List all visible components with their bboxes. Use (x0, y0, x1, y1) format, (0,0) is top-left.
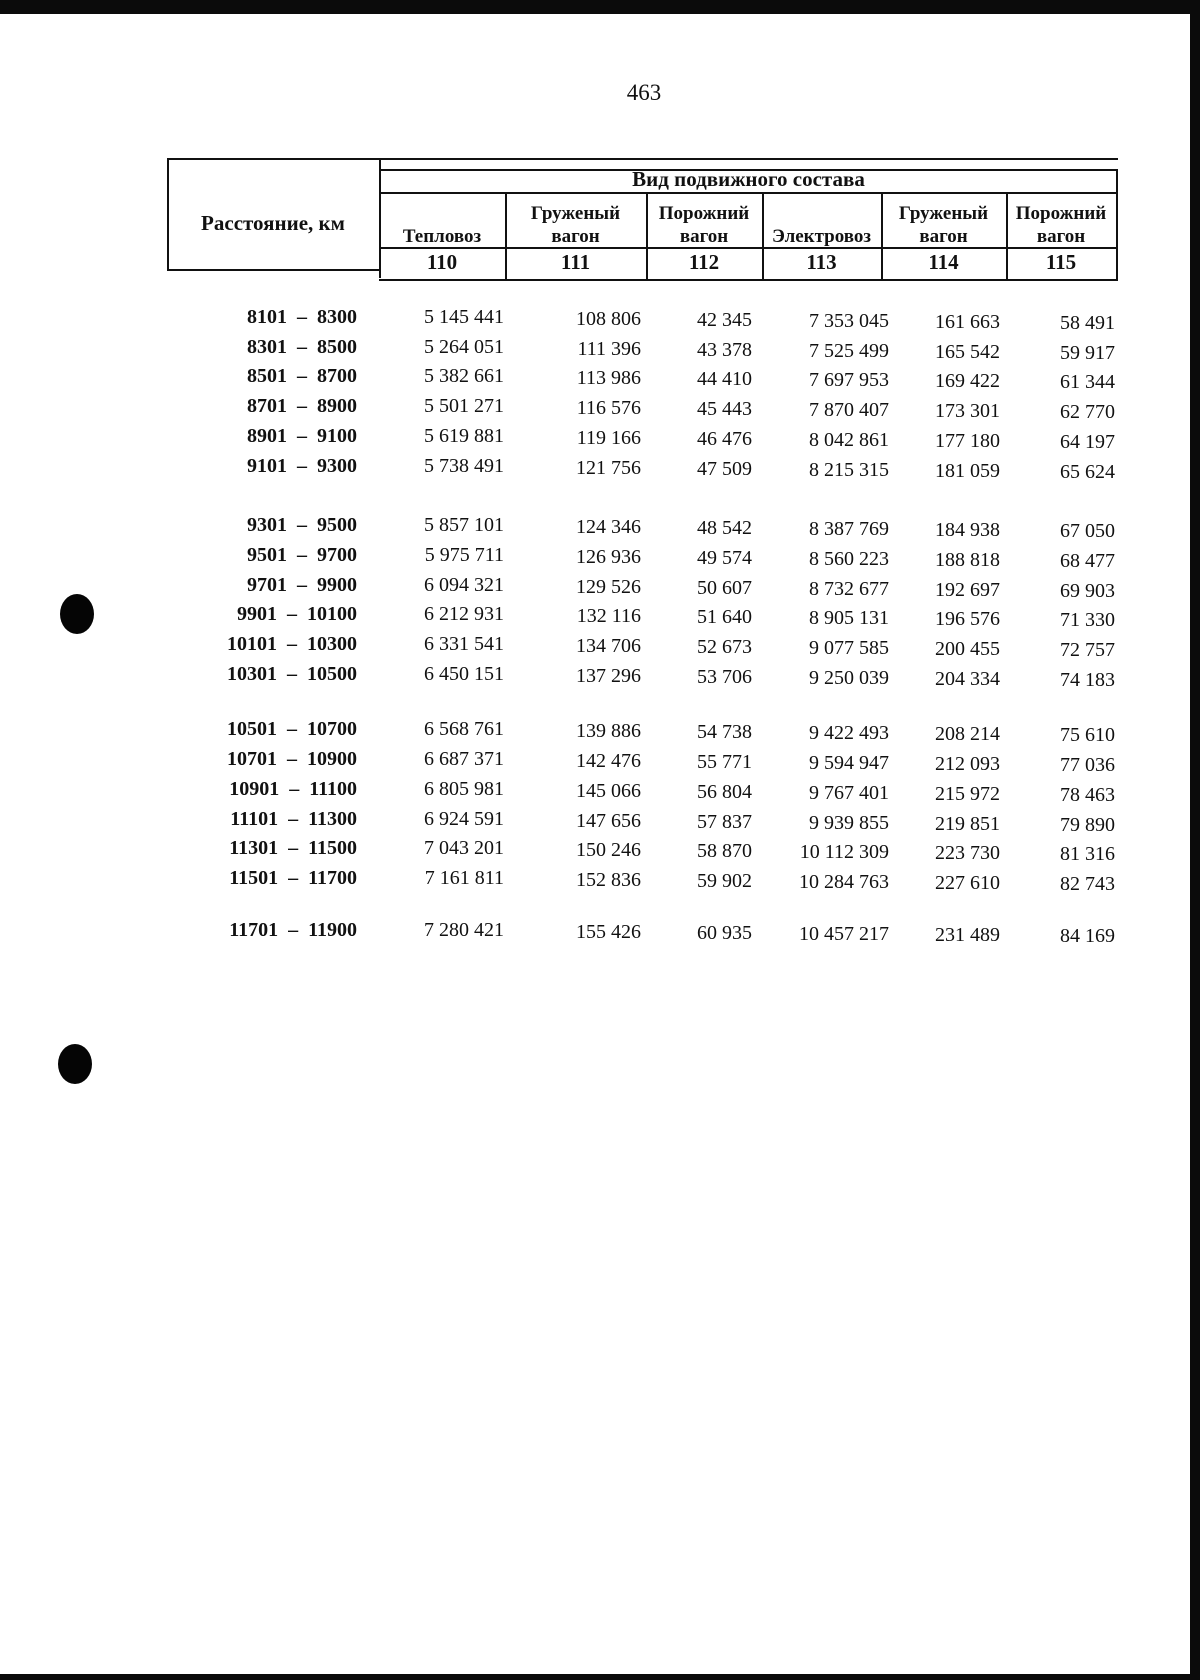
value-cell: 56 804 (697, 780, 752, 803)
value-cell: 134 706 (576, 635, 641, 657)
table-row (0, 332, 1200, 362)
value-cell: 111 396 (577, 337, 641, 360)
value-cell: 147 656 (576, 809, 641, 832)
distance-range: 8701 – 8900 (247, 395, 357, 418)
value-cell: 9 594 947 (809, 752, 889, 775)
value-cell: 10 284 763 (799, 870, 889, 893)
value-cell: 223 730 (935, 842, 1000, 865)
value-cell: 68 477 (1060, 549, 1115, 572)
value-cell: 7 353 045 (809, 310, 889, 332)
table-row (0, 804, 1200, 834)
value-cell: 9 250 039 (809, 666, 889, 689)
value-cell: 219 851 (935, 812, 1000, 835)
table-row (0, 361, 1200, 394)
value-cell: 142 476 (576, 750, 641, 773)
value-cell: 177 180 (935, 429, 1000, 452)
value-cell: 53 706 (697, 665, 752, 688)
value-cell: 59 902 (697, 869, 752, 892)
value-cell: 5 857 101 (424, 514, 504, 537)
value-cell: 69 903 (1060, 579, 1115, 602)
column-code: 112 (688, 250, 720, 274)
value-cell: 61 344 (1060, 371, 1115, 394)
column-header: Электровоз (771, 226, 872, 247)
value-cell: 227 610 (935, 871, 1000, 894)
column-code: 114 (928, 250, 959, 274)
value-cell: 212 093 (935, 753, 1000, 776)
value-cell: 5 738 491 (424, 454, 504, 477)
column-header: Тепловоз (402, 226, 482, 247)
value-cell: 51 640 (697, 606, 752, 629)
value-cell: 169 422 (935, 370, 1000, 393)
value-cell: 10 457 217 (799, 922, 889, 945)
value-cell: 44 410 (697, 368, 752, 391)
value-cell: 6 450 151 (424, 662, 504, 685)
value-cell: 5 264 051 (424, 335, 504, 358)
value-cell: 116 576 (576, 397, 641, 420)
table-row (0, 659, 1200, 689)
value-cell: 196 576 (935, 608, 1000, 631)
value-cell: 5 975 711 (424, 543, 504, 566)
value-cell: 6 805 981 (424, 777, 504, 800)
value-cell: 72 757 (1060, 639, 1115, 661)
table-row (0, 599, 1200, 632)
column-code: 111 (560, 250, 591, 274)
table-row (0, 833, 1200, 866)
table-row (0, 302, 1200, 332)
value-cell: 8 387 769 (809, 518, 889, 541)
value-cell: 6 094 321 (424, 573, 504, 596)
value-cell: 60 935 (697, 921, 752, 944)
column-code: 113 (806, 250, 837, 274)
value-cell: 49 574 (697, 546, 752, 569)
value-cell: 8 905 131 (809, 607, 889, 630)
value-cell: 74 183 (1060, 668, 1115, 691)
value-cell: 54 738 (697, 721, 752, 744)
distance-range: 10901 – 11100 (229, 777, 357, 800)
distance-range: 10501 – 10700 (227, 718, 357, 741)
value-cell: 119 166 (576, 426, 641, 449)
value-cell: 124 346 (576, 516, 641, 539)
value-cell: 55 771 (697, 751, 752, 774)
distance-range: 8501 – 8700 (247, 365, 357, 388)
value-cell: 173 301 (935, 400, 1000, 423)
column-header: Порожний вагон (658, 203, 750, 247)
value-cell: 82 743 (1060, 872, 1115, 895)
value-cell: 215 972 (935, 782, 1000, 805)
value-cell: 108 806 (576, 308, 641, 330)
value-cell: 139 886 (576, 720, 641, 743)
value-cell: 9 939 855 (809, 811, 889, 834)
value-cell: 9 422 493 (809, 722, 889, 745)
value-cell: 9 767 401 (809, 781, 889, 804)
value-cell: 200 455 (935, 638, 1000, 660)
table-row (0, 774, 1200, 804)
table-row (0, 915, 1200, 945)
table-row (0, 570, 1200, 600)
distance-range: 11101 – 11300 (230, 807, 357, 830)
value-cell: 150 246 (576, 839, 641, 862)
value-cell: 77 036 (1060, 754, 1115, 777)
table-row (0, 744, 1200, 777)
value-cell: 62 770 (1060, 401, 1115, 424)
value-cell: 75 610 (1060, 724, 1115, 747)
value-cell: 129 526 (576, 575, 641, 598)
value-cell: 165 542 (935, 340, 1000, 363)
distance-range: 9901 – 10100 (237, 603, 357, 626)
distance-range: 10701 – 10900 (227, 748, 357, 771)
value-cell: 43 378 (697, 338, 752, 361)
value-cell: 58 870 (697, 840, 752, 863)
value-cell: 84 169 (1060, 924, 1115, 947)
value-cell: 78 463 (1060, 783, 1115, 806)
column-header: Груженый вагон (530, 203, 621, 247)
value-cell: 152 836 (576, 868, 641, 891)
value-cell: 204 334 (935, 667, 1000, 690)
value-cell: 48 542 (697, 517, 752, 540)
value-cell: 137 296 (576, 664, 641, 687)
column-header: Груженый вагон (898, 203, 989, 247)
value-cell: 181 059 (935, 459, 1000, 482)
value-cell: 7 525 499 (809, 339, 889, 362)
value-cell: 7 161 811 (424, 866, 504, 889)
distance-range: 8101 – 8300 (247, 306, 357, 328)
table-row (0, 421, 1200, 451)
distance-range: 8301 – 8500 (247, 335, 357, 358)
value-cell: 67 050 (1060, 520, 1115, 543)
value-cell: 6 212 931 (424, 603, 504, 626)
value-cell: 81 316 (1060, 843, 1115, 866)
table-row (0, 629, 1200, 659)
value-cell: 59 917 (1060, 341, 1115, 364)
value-cell: 231 489 (935, 923, 1000, 946)
value-cell: 7 697 953 (809, 369, 889, 392)
value-cell: 5 619 881 (424, 424, 504, 447)
value-cell: 65 624 (1060, 460, 1115, 483)
value-cell: 8 732 677 (809, 577, 889, 600)
value-cell: 121 756 (576, 456, 641, 479)
distance-range: 8901 – 9100 (247, 424, 357, 447)
value-cell: 5 501 271 (424, 395, 504, 418)
value-cell: 208 214 (935, 723, 1000, 746)
distance-range: 9501 – 9700 (247, 543, 357, 566)
distance-range: 11301 – 11500 (229, 837, 357, 860)
distance-range: 9701 – 9900 (247, 573, 357, 596)
value-cell: 7 043 201 (424, 837, 504, 860)
punch-hole (58, 1044, 92, 1084)
column-code: 110 (426, 250, 458, 274)
value-cell: 161 663 (935, 311, 1000, 333)
table-row (0, 714, 1200, 747)
value-cell: 8 560 223 (809, 547, 889, 570)
distance-range: 9101 – 9300 (247, 454, 357, 477)
value-cell: 71 330 (1060, 609, 1115, 632)
value-cell: 5 145 441 (424, 306, 504, 328)
group-title: Вид подвижного состава (632, 167, 865, 191)
table-row (0, 863, 1200, 893)
table-row (0, 540, 1200, 570)
value-cell: 58 491 (1060, 312, 1115, 334)
value-cell: 6 924 591 (424, 807, 504, 830)
value-cell: 47 509 (697, 457, 752, 480)
value-cell: 50 607 (697, 576, 752, 599)
distance-range: 9301 – 9500 (247, 514, 357, 537)
value-cell: 10 112 309 (799, 841, 889, 864)
page-number: 463 (626, 80, 662, 105)
table-row (0, 510, 1200, 543)
value-cell: 7 870 407 (809, 399, 889, 422)
value-cell: 6 331 541 (424, 633, 504, 655)
table-row (0, 391, 1200, 424)
value-cell: 42 345 (697, 309, 752, 331)
value-cell: 8 215 315 (809, 458, 889, 481)
value-cell: 188 818 (935, 548, 1000, 571)
value-cell: 192 697 (935, 578, 1000, 601)
distance-range: 10101 – 10300 (227, 633, 357, 655)
column-header: Порожний вагон (1015, 203, 1107, 247)
value-cell: 113 986 (576, 367, 641, 390)
value-cell: 5 382 661 (424, 365, 504, 388)
value-cell: 64 197 (1060, 430, 1115, 453)
value-cell: 145 066 (576, 779, 641, 802)
value-cell: 155 426 (576, 920, 641, 943)
value-cell: 6 687 371 (424, 748, 504, 771)
value-cell: 9 077 585 (809, 637, 889, 659)
distance-range: 11701 – 11900 (229, 918, 357, 941)
distance-header: Расстояние, км (201, 211, 345, 235)
value-cell: 46 476 (697, 427, 752, 450)
distance-range: 11501 – 11700 (229, 866, 357, 889)
value-cell: 132 116 (576, 605, 641, 628)
distance-range: 10301 – 10500 (227, 662, 357, 685)
value-cell: 57 837 (697, 810, 752, 833)
value-cell: 79 890 (1060, 813, 1115, 836)
column-code: 115 (1045, 250, 1077, 274)
value-cell: 45 443 (697, 398, 752, 421)
value-cell: 126 936 (576, 545, 641, 568)
table-row (0, 451, 1200, 481)
value-cell: 52 673 (697, 636, 752, 658)
value-cell: 7 280 421 (424, 918, 504, 941)
value-cell: 184 938 (935, 519, 1000, 542)
value-cell: 6 568 761 (424, 718, 504, 741)
value-cell: 8 042 861 (809, 428, 889, 451)
